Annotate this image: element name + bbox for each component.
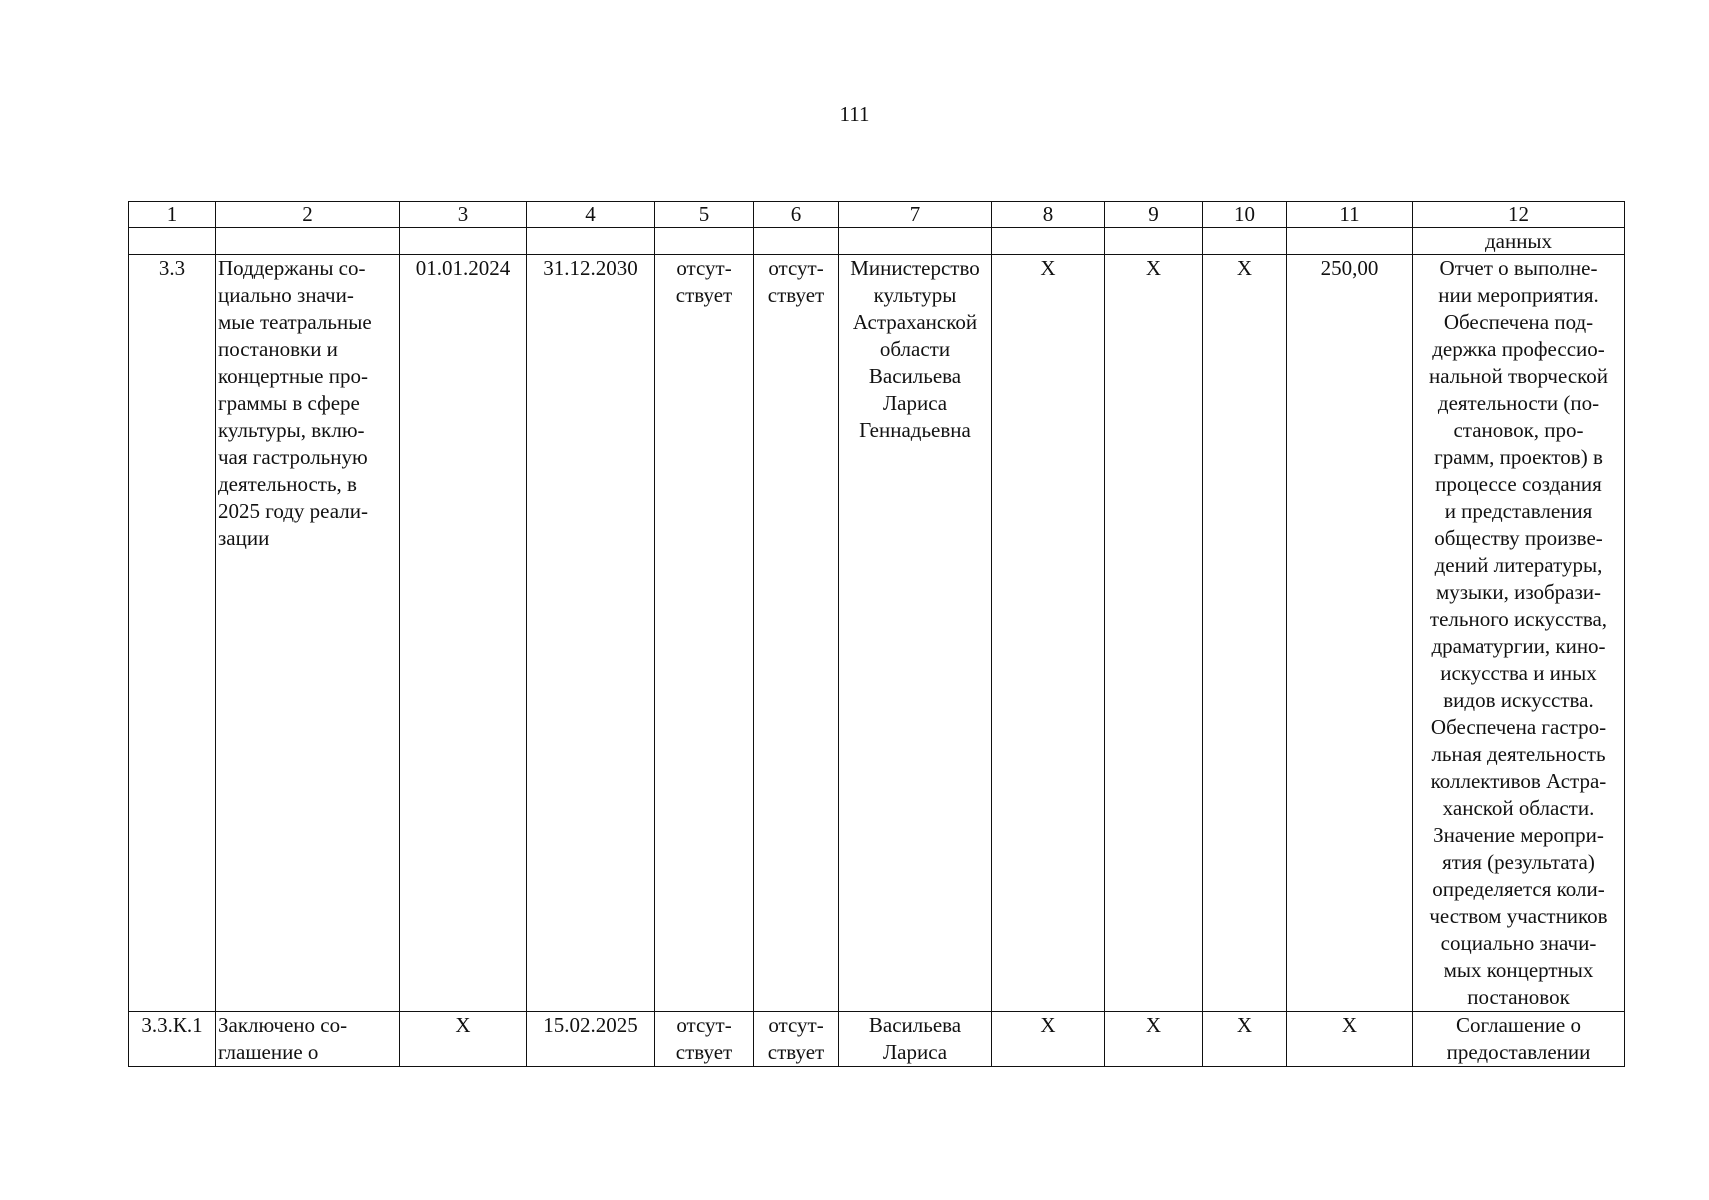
- amount-cell: X: [1287, 1012, 1413, 1067]
- column-number: 12: [1413, 202, 1625, 228]
- description-cell: Соглашение о предоставлении: [1413, 1012, 1625, 1067]
- table-cell: X: [1203, 1012, 1287, 1067]
- table-cell: [1105, 228, 1203, 255]
- table-cell: отсут- ствует: [754, 255, 839, 1012]
- column-number: 1: [129, 202, 216, 228]
- table-cell: X: [1105, 1012, 1203, 1067]
- measures-table: [128, 201, 1625, 1067]
- table-cell: X: [992, 1012, 1105, 1067]
- description-cell: Отчет о выполне- нии мероприятия. Обеспечена под- держка профессио- нальной творческой деятельности (по- становок, про- грамм, проектов) в процессе создания и представления обществу произве- дений литературы, музыки, изобрази- тельного искусства, драматургии, кино- искусства и иных видов искусства. Обеспечена гастро- льная деятельность коллективов Астра- ханской области. Значение меропри- ятия (результата) определяется коли- чеством участников социально значи- мых концертных постановок: [1413, 255, 1625, 1012]
- item-number-cell: 3.3: [129, 255, 216, 1012]
- column-number: 7: [839, 202, 992, 228]
- table-cell: отсут- ствует: [655, 1012, 754, 1067]
- column-number: 8: [992, 202, 1105, 228]
- table-cell: данных: [1413, 228, 1625, 255]
- table-cell: [655, 228, 754, 255]
- table-cell: [1287, 228, 1413, 255]
- item-name-cell: Заключено со- глашение о: [216, 1012, 400, 1067]
- table-row-3-3: [129, 255, 1625, 1012]
- table-cell: [754, 228, 839, 255]
- continuation-row: [129, 228, 1625, 255]
- column-number: 2: [216, 202, 400, 228]
- table-cell: X: [992, 255, 1105, 1012]
- responsible-cell: Васильева Лариса: [839, 1012, 992, 1067]
- table-row-3-3-k-1: [129, 1012, 1625, 1067]
- item-name-cell: Поддержаны со- циально значи- мые театральные постановки и концертные про- граммы в сфере культуры, вклю- чая гастрольную деятельность, в 2025 году реали- зации: [216, 255, 400, 1012]
- page-number: 111: [839, 102, 870, 126]
- table-cell: [527, 228, 655, 255]
- column-number-row: [129, 202, 1625, 228]
- column-number: 9: [1105, 202, 1203, 228]
- column-number: 11: [1287, 202, 1413, 228]
- table-cell: X: [1105, 255, 1203, 1012]
- responsible-cell: Министерство культуры Астраханской области Васильева Лариса Геннадьевна: [839, 255, 992, 1012]
- end-date-cell: 31.12.2030: [527, 255, 655, 1012]
- table-cell: X: [1203, 255, 1287, 1012]
- table-cell: [216, 228, 400, 255]
- column-number: 4: [527, 202, 655, 228]
- table-cell: отсут- ствует: [754, 1012, 839, 1067]
- table-cell: [129, 228, 216, 255]
- start-date-cell: 01.01.2024: [400, 255, 527, 1012]
- column-number: 10: [1203, 202, 1287, 228]
- column-number: 6: [754, 202, 839, 228]
- table-cell: [992, 228, 1105, 255]
- column-number: 5: [655, 202, 754, 228]
- table-cell: отсут- ствует: [655, 255, 754, 1012]
- end-date-cell: 15.02.2025: [527, 1012, 655, 1067]
- table-cell: [1203, 228, 1287, 255]
- start-date-cell: X: [400, 1012, 527, 1067]
- table-cell: [839, 228, 992, 255]
- item-number-cell: 3.3.К.1: [129, 1012, 216, 1067]
- table-cell: [400, 228, 527, 255]
- column-number: 3: [400, 202, 527, 228]
- amount-cell: 250,00: [1287, 255, 1413, 1012]
